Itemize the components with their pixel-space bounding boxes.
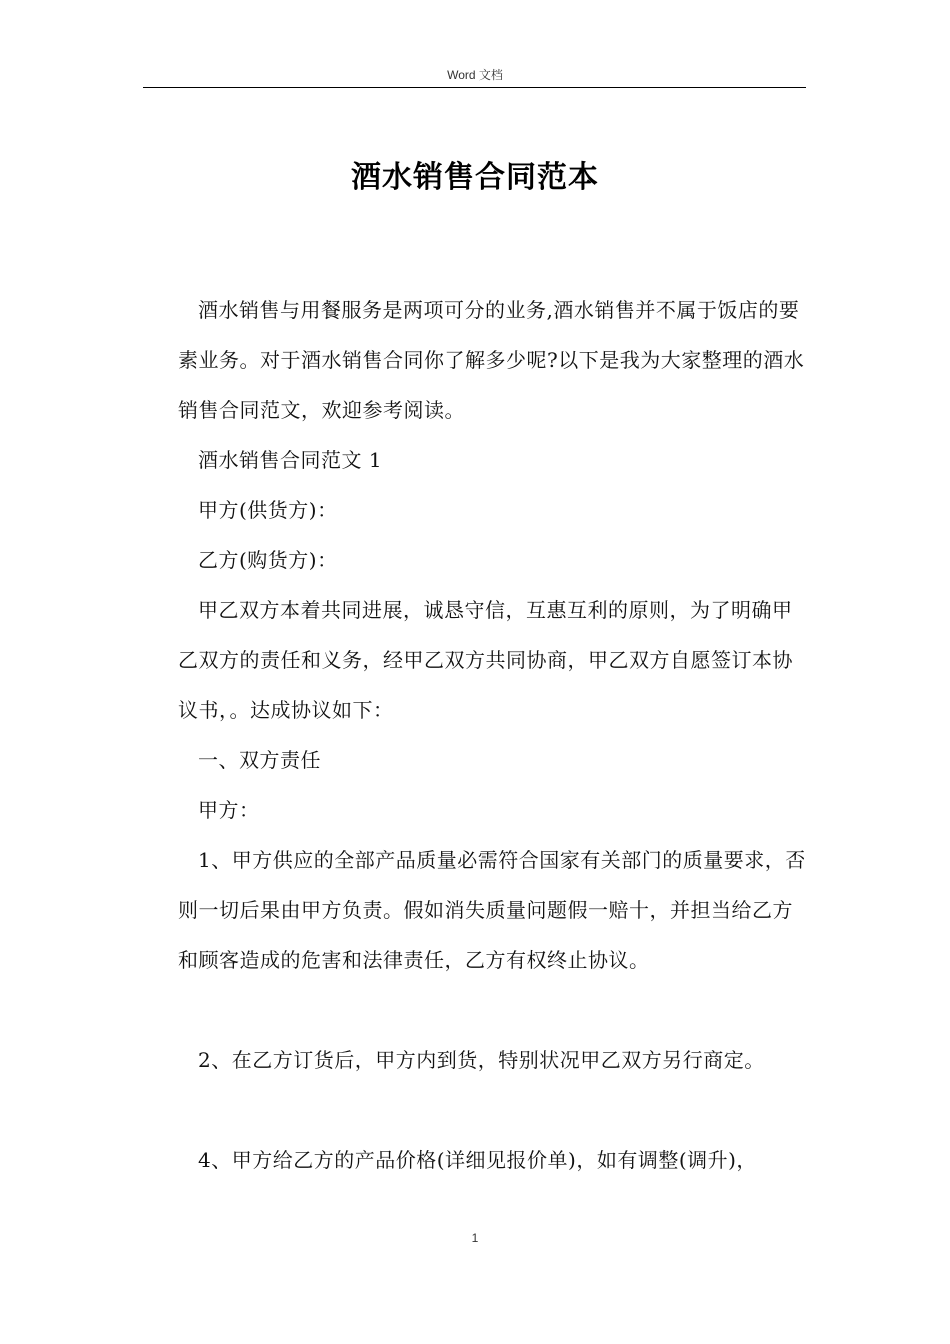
document-title: 酒水销售合同范本 <box>351 160 599 195</box>
intro-paragraph: 酒水销售与用餐服务是两项可分的业务,酒水销售并不属于饭店的要素业务。对于酒水销售合同你了解多少呢?以下是我为大家整理的酒水销售合同范文，欢迎参考阅读。 <box>178 298 805 422</box>
page-number: 1 <box>471 1231 479 1245</box>
header-divider <box>143 87 806 88</box>
clause-item-1: 1、甲方供应的全部产品质量必需符合国家有关部门的质量要求，否则一切后果由甲方负责。假如消失质量问题假一赔十，并担当给乙方和顾客造成的危害和法律责任，乙方有权终止协议。 <box>178 848 806 972</box>
clause-item-4: 4、甲方给乙方的产品价格(详细见报价单)，如有调整(调升)， <box>198 1148 757 1172</box>
agreement-preamble: 甲乙双方本着共同进展，诚恳守信，互惠互利的原则，为了明确甲乙双方的责任和义务，经甲乙双方共同协商，甲乙双方自愿签订本协议书，。达成协议如下： <box>178 598 793 722</box>
party-b-label: 乙方(购货方)： <box>198 548 338 572</box>
document-header-label: Word 文档 <box>447 68 503 82</box>
clause-item-2: 2、在乙方订货后，甲方内到货，特别状况甲乙双方另行商定。 <box>198 1048 765 1072</box>
section-heading-sample-1: 酒水销售合同范文 1 <box>198 448 383 472</box>
clause-heading-responsibilities: 一、双方责任 <box>198 748 321 772</box>
party-a-subheading: 甲方： <box>198 798 260 822</box>
party-a-label: 甲方(供货方)： <box>198 498 338 522</box>
document-body <box>178 285 810 1185</box>
